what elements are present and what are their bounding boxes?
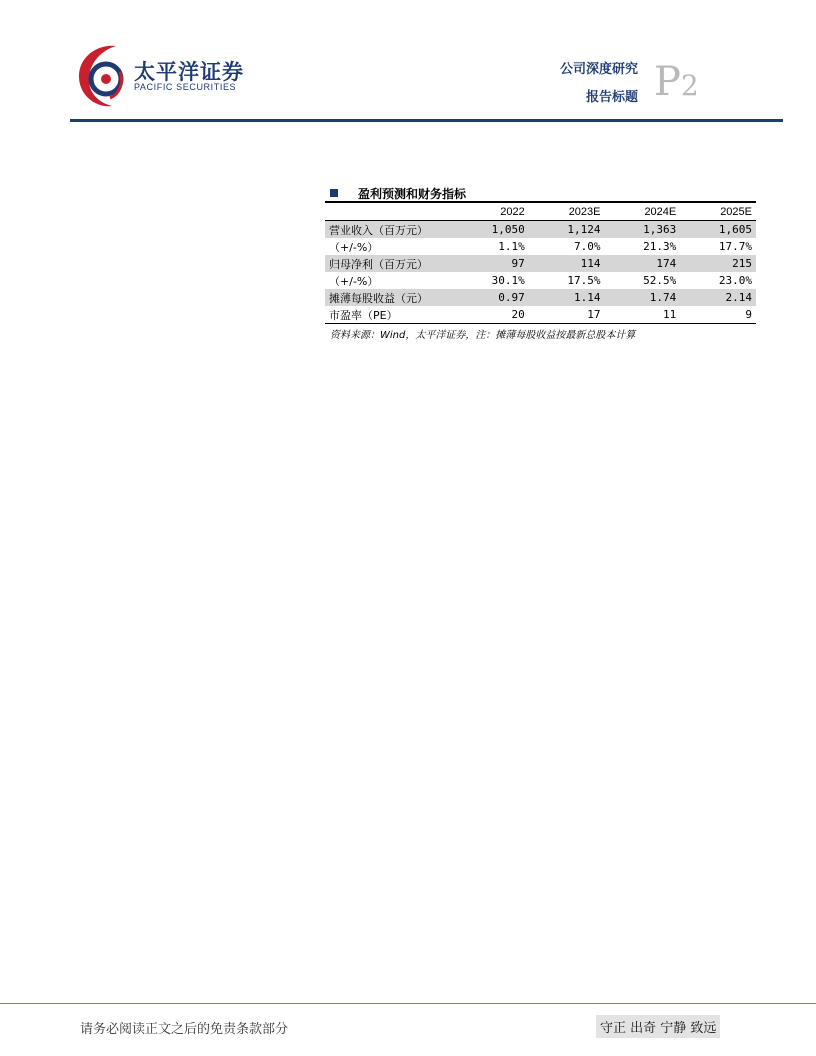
table-cell: 52.5%: [643, 274, 677, 287]
footer-motto: 守正 出奇 宁静 致远: [596, 1015, 720, 1038]
report-type: 公司深度研究: [559, 62, 638, 77]
table-cell: 174: [605, 255, 681, 272]
table-cell: 1,605: [680, 221, 756, 239]
table-cell: 114: [529, 255, 605, 272]
table-title-text: 盈利预测和财务指标: [358, 187, 467, 201]
table-cell: 20: [453, 306, 529, 324]
column-header: 2025E: [680, 202, 756, 221]
table-cell: 215: [680, 255, 756, 272]
table-cell: 97: [453, 255, 529, 272]
pacific-securities-logo-icon: [76, 42, 136, 110]
column-header: 2023E: [529, 202, 605, 221]
table-cell: 23.0%: [718, 274, 752, 287]
table-cell: 2.14: [680, 289, 756, 306]
logo-chinese-name: 太平洋证券: [134, 60, 244, 84]
table-title: [330, 185, 756, 202]
footer-disclaimer: 请务必阅读正文之后的免责条款部分: [80, 1022, 289, 1037]
page-number: [654, 59, 699, 105]
table-cell: 1,124: [529, 221, 605, 239]
report-title: 报告标题: [585, 90, 638, 105]
row-label: （+/-%）: [329, 240, 379, 254]
row-label: 营业收入（百万元）: [325, 221, 453, 239]
table-row: [325, 289, 756, 306]
table-cell: 1,363: [605, 221, 681, 239]
table-cell: 1.14: [529, 289, 605, 306]
footer-divider: [0, 1003, 816, 1004]
row-label: 市盈率（PE）: [325, 306, 453, 324]
table-cell: 9: [680, 306, 756, 324]
table-cell: 0.97: [453, 289, 529, 306]
table-cell: 21.3%: [643, 240, 677, 253]
logo-english-name: PACIFIC SECURITIES: [134, 82, 237, 92]
table-header-row: [325, 202, 756, 221]
table-cell: 1,050: [453, 221, 529, 239]
page-number-value: 2: [680, 69, 699, 102]
row-label: 摊薄每股收益（元）: [325, 289, 453, 306]
header-divider: [70, 119, 783, 122]
company-logo: [76, 42, 244, 112]
table-cell: 30.1%: [491, 274, 525, 287]
table-source-note: 资料来源：Wind，太平洋证券，注：摊薄每股收益按最新总股本计算: [330, 330, 636, 341]
row-label: （+/-%）: [329, 274, 379, 288]
table-row: [325, 238, 756, 255]
table-cell: 17: [529, 306, 605, 324]
table-cell: 11: [605, 306, 681, 324]
table-row: [325, 306, 756, 324]
table-cell: 1.1%: [498, 240, 525, 253]
financial-forecast-table: [325, 201, 756, 324]
table-row: [325, 255, 756, 272]
table-cell: 17.5%: [567, 274, 601, 287]
square-bullet-icon: [330, 189, 338, 197]
row-label: 归母净利（百万元）: [325, 255, 453, 272]
table-cell: 7.0%: [574, 240, 601, 253]
column-header: [325, 202, 453, 221]
column-header: 2022: [453, 202, 529, 221]
column-header: 2024E: [605, 202, 681, 221]
page-prefix: P: [654, 59, 681, 105]
table-row: [325, 272, 756, 289]
table-cell: 17.7%: [718, 240, 752, 253]
table-cell: 1.74: [605, 289, 681, 306]
table-row: [325, 221, 756, 239]
